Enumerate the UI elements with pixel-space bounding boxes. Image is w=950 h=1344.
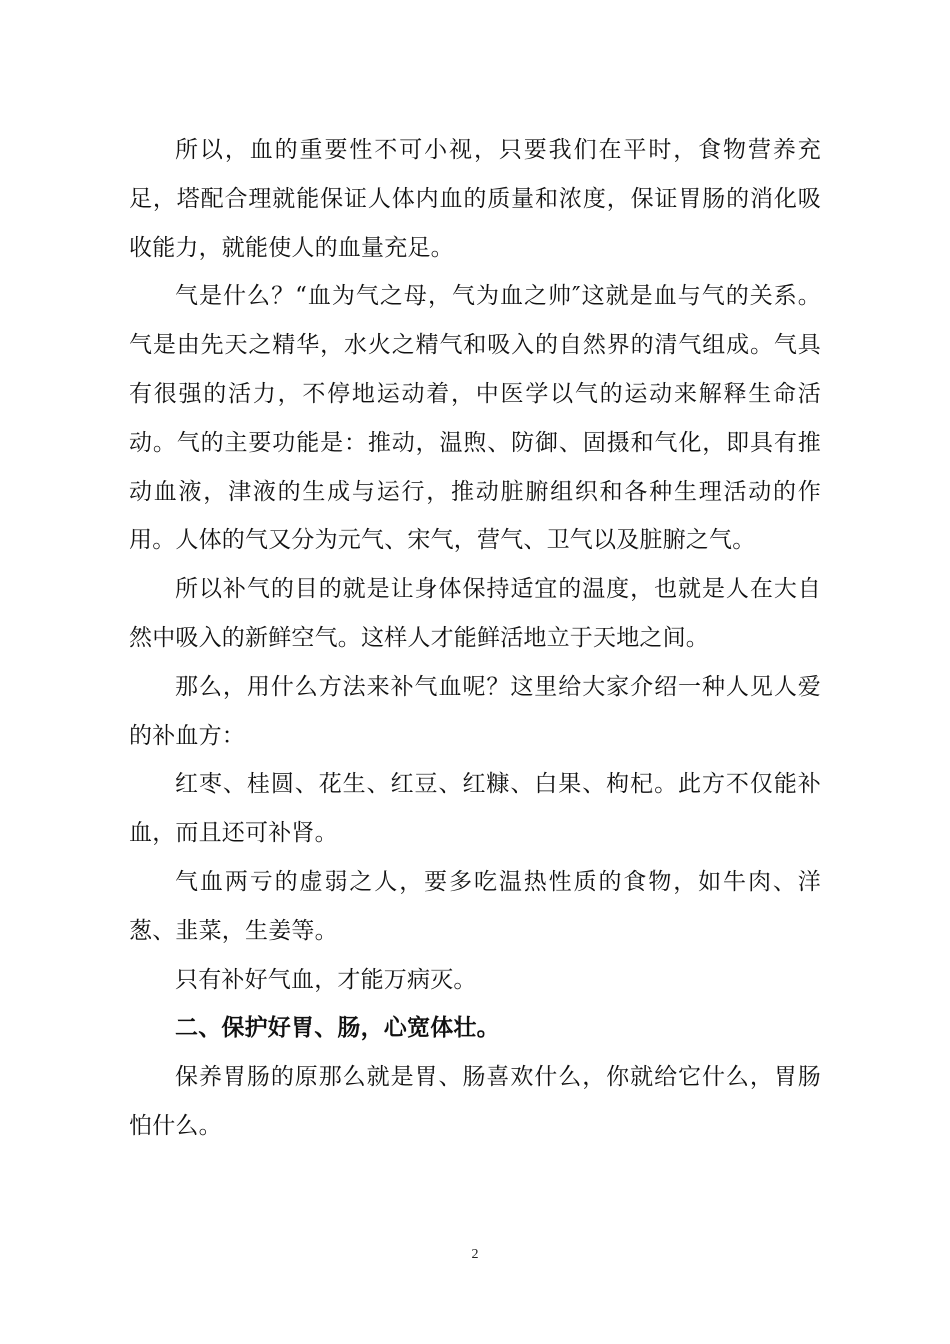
paragraph: 红枣、桂圆、花生、红豆、红糠、白果、枸杞。此方不仅能补血，而且还可补肾。 — [129, 771, 821, 847]
body-text — [129, 126, 821, 1151]
paragraph: 那么，用什么方法来补气血呢？这里给大家介绍一种人见人爱的补血方： — [129, 673, 821, 749]
paragraph: 气血两亏的虚弱之人，要多吃温热性质的食物，如牛肉、洋葱、韭菜，生姜等。 — [129, 868, 821, 944]
paragraph: 气是什么？“血为气之母，气为血之帅″这就是血与气的关系。气是由先天之精华，水火之精气和吸入的自然界的清气组成。气具有很强的活力，不停地运动着，中医学以气的运动来解释生命活动。气的主要功能是：推动，温煦、防御、固摄和气化，即具有推动血液，津液的生成与运行，推动脏腑组织和各种生理活动的作用。人体的气又分为元气、宋气，营气、卫气以及脏腑之气。 — [129, 283, 821, 554]
paragraph: 所以，血的重要性不可小视，只要我们在平时，食物营养充足，塔配合理就能保证人体内血的质量和浓度，保证胃肠的消化吸收能力，就能使人的血量充足。 — [129, 137, 821, 261]
section-heading: 二、保护好胃、肠，心宽体壮。 — [175, 1015, 500, 1042]
paragraph: 只有补好气血，才能万病灭。 — [175, 966, 477, 993]
page-number: 2 — [471, 1247, 479, 1262]
paragraph: 所以补气的目的就是让身体保持适宜的温度，也就是人在大自然中吸入的新鲜空气。这样人才能鲜活地立于天地之间。 — [129, 576, 821, 651]
paragraph: 保养胃肠的原那么就是胃、肠喜欢什么，你就给它什么，胃肠怕什么。 — [129, 1064, 821, 1139]
